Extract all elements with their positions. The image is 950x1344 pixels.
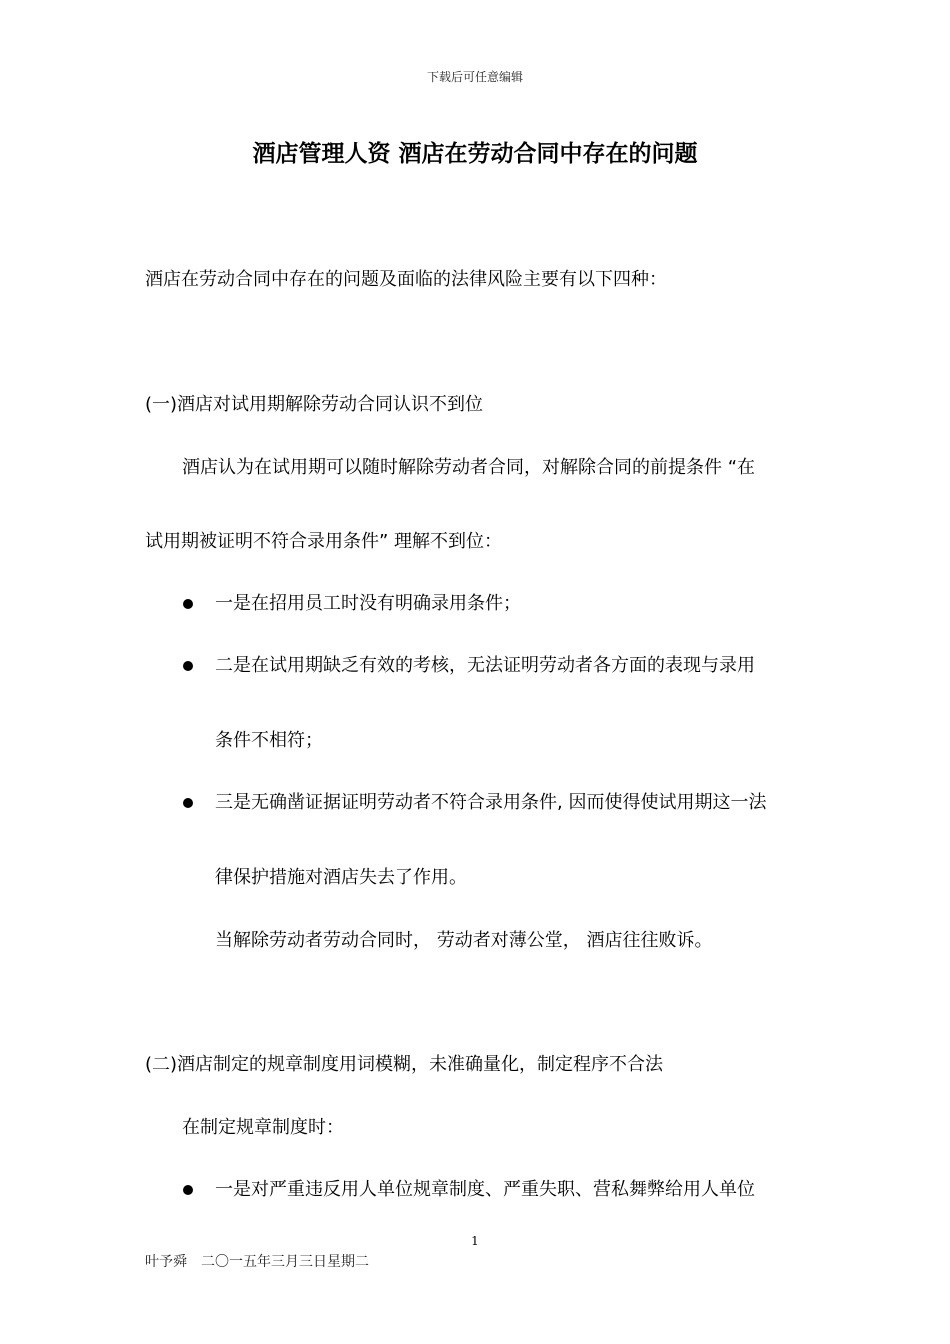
document-title: 酒店管理人资 酒店在劳动合同中存在的问题 [252, 141, 698, 167]
section-1-heading: (一)酒店对试用期解除劳动合同认识不到位 [145, 394, 484, 415]
section-1-paragraph-line-2: 试用期被证明不符合录用条件” 理解不到位： [145, 531, 503, 552]
footer-text: 叶予舜 二〇一五年三月三日星期二 [145, 1254, 369, 1270]
section-1-bullet-3-line-2: 律保护措施对酒店失去了作用。 [215, 867, 467, 888]
intro-paragraph: 酒店在劳动合同中存在的问题及面临的法律风险主要有以下四种： [145, 269, 667, 290]
section-1-bullet-1: 一是在招用员工时没有明确录用条件； [215, 593, 521, 614]
bullet-dot [183, 661, 193, 671]
bullet-dot [183, 1185, 193, 1195]
section-1-bullet-2-line-1: 二是在试用期缺乏有效的考核，无法证明劳动者各方面的表现与录用 [215, 655, 755, 676]
section-2-heading: (二)酒店制定的规章制度用词模糊，未准确量化，制定程序不合法 [145, 1054, 664, 1075]
section-2-bullet-1: 一是对严重违反用人单位规章制度、严重失职、营私舞弊给用人单位 [215, 1179, 755, 1200]
header-note: 下载后可任意编辑 [426, 70, 523, 84]
section-1-paragraph-line-1: 酒店认为在试用期可以随时解除劳动者合同，对解除合同的前提条件 “在 [182, 457, 756, 478]
bullet-dot [183, 599, 193, 609]
section-1-conclusion: 当解除劳动者劳动合同时， 劳动者对薄公堂， 酒店往往败诉。 [215, 930, 713, 951]
page-number: 1 [471, 1234, 479, 1248]
section-2-lead: 在制定规章制度时： [182, 1117, 344, 1138]
bullet-dot [183, 798, 193, 808]
section-1-bullet-3-line-1: 三是无确凿证据证明劳动者不符合录用条件, 因而使得使试用期这一法 [215, 792, 767, 813]
section-1-bullet-2-line-2: 条件不相符； [215, 730, 323, 751]
